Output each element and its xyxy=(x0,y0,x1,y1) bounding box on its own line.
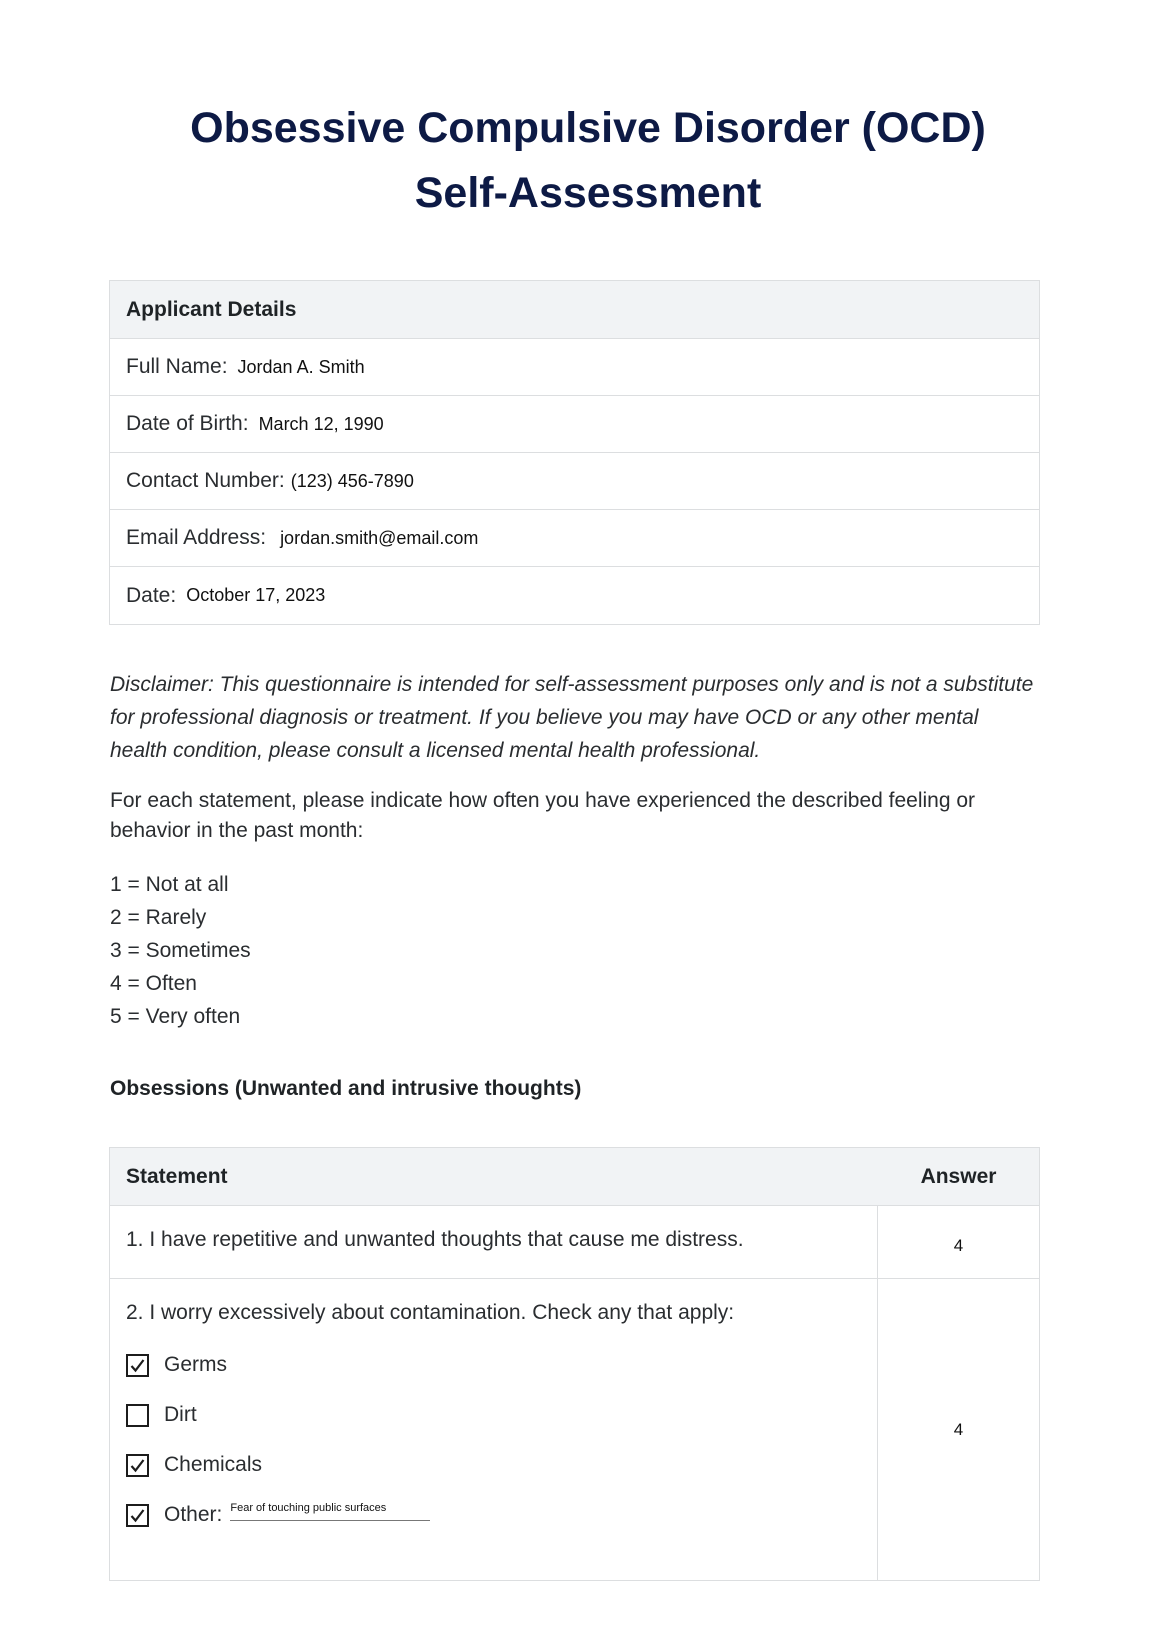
email-address-value[interactable]: jordan.smith@email.com xyxy=(280,527,479,548)
obsessions-table xyxy=(109,1147,1040,1581)
other-checkbox[interactable] xyxy=(126,1504,149,1527)
statement-cell xyxy=(110,1279,878,1580)
germs-label: Germs xyxy=(164,1353,227,1376)
column-header-answer: Answer xyxy=(920,1164,997,1188)
other-label: Other: xyxy=(164,1503,223,1526)
field-email-address xyxy=(110,510,1039,567)
contact-number-value[interactable]: (123) 456-7890 xyxy=(290,470,414,491)
page-title-line-2: Self-Assessment xyxy=(414,169,762,217)
field-date-of-birth xyxy=(110,396,1039,453)
field-date xyxy=(110,567,1039,624)
field-full-name xyxy=(110,339,1039,396)
page-title-line-1: Obsessive Compulsive Disorder (OCD) xyxy=(190,104,986,152)
field-label: Full Name: xyxy=(126,355,228,378)
column-header-statement: Statement xyxy=(126,1164,228,1188)
scale-item: 2 = Rarely xyxy=(110,906,207,929)
other-text-field[interactable]: Fear of touching public surfaces xyxy=(230,1501,430,1521)
applicant-details-heading: Applicant Details xyxy=(110,281,1039,339)
field-label: Date: xyxy=(126,583,177,607)
scale-item: 4 = Often xyxy=(110,972,197,995)
scale-item: 1 = Not at all xyxy=(110,873,229,896)
table-row xyxy=(110,1206,1039,1279)
answer-cell[interactable]: 4 xyxy=(953,1236,964,1255)
statement-text: 2. I worry excessively about contamination. Check any that apply: xyxy=(126,1301,735,1324)
option-dirt xyxy=(126,1390,877,1440)
germs-checkbox[interactable] xyxy=(126,1354,149,1377)
chemicals-label: Chemicals xyxy=(164,1453,263,1476)
scale-item: 3 = Sometimes xyxy=(110,939,251,962)
option-other xyxy=(126,1490,877,1540)
dirt-checkbox[interactable] xyxy=(126,1404,149,1427)
applicant-details-table xyxy=(109,280,1040,625)
option-chemicals xyxy=(126,1440,877,1490)
full-name-value[interactable]: Jordan A. Smith xyxy=(237,356,365,377)
checkmark-icon xyxy=(130,1358,145,1373)
checkmark-icon xyxy=(130,1458,145,1473)
field-label: Contact Number: xyxy=(126,469,285,492)
disclaimer-text: Disclaimer: This questionnaire is intended for self-assessment purposes only and is not a substitute for professional diagnosis or treatment. If you believe you may have OCD or any other mental health condition, please consult a licensed mental health professional. xyxy=(110,673,1034,762)
table-header-row xyxy=(110,1148,1039,1206)
field-label: Date of Birth: xyxy=(126,412,249,435)
answer-cell[interactable]: 4 xyxy=(953,1419,964,1439)
chemicals-checkbox[interactable] xyxy=(126,1454,149,1477)
date-value[interactable]: October 17, 2023 xyxy=(186,585,326,605)
rating-scale-list xyxy=(110,868,251,1033)
field-label: Email Address: xyxy=(126,526,267,549)
table-row xyxy=(110,1279,1039,1580)
instructions-text: For each statement, please indicate how often you have experienced the described feeling or behavior in the past month: xyxy=(110,789,976,842)
scale-item: 5 = Very often xyxy=(110,1005,241,1028)
date-of-birth-value[interactable]: March 12, 1990 xyxy=(258,413,384,434)
checkmark-icon xyxy=(130,1508,145,1523)
field-contact-number xyxy=(110,453,1039,510)
dirt-label: Dirt xyxy=(164,1403,197,1426)
option-germs xyxy=(126,1340,877,1390)
section-heading-obsessions: Obsessions (Unwanted and intrusive thoughts) xyxy=(110,1077,582,1100)
statement-cell: 1. I have repetitive and unwanted thoughts that cause me distress. xyxy=(110,1206,878,1278)
